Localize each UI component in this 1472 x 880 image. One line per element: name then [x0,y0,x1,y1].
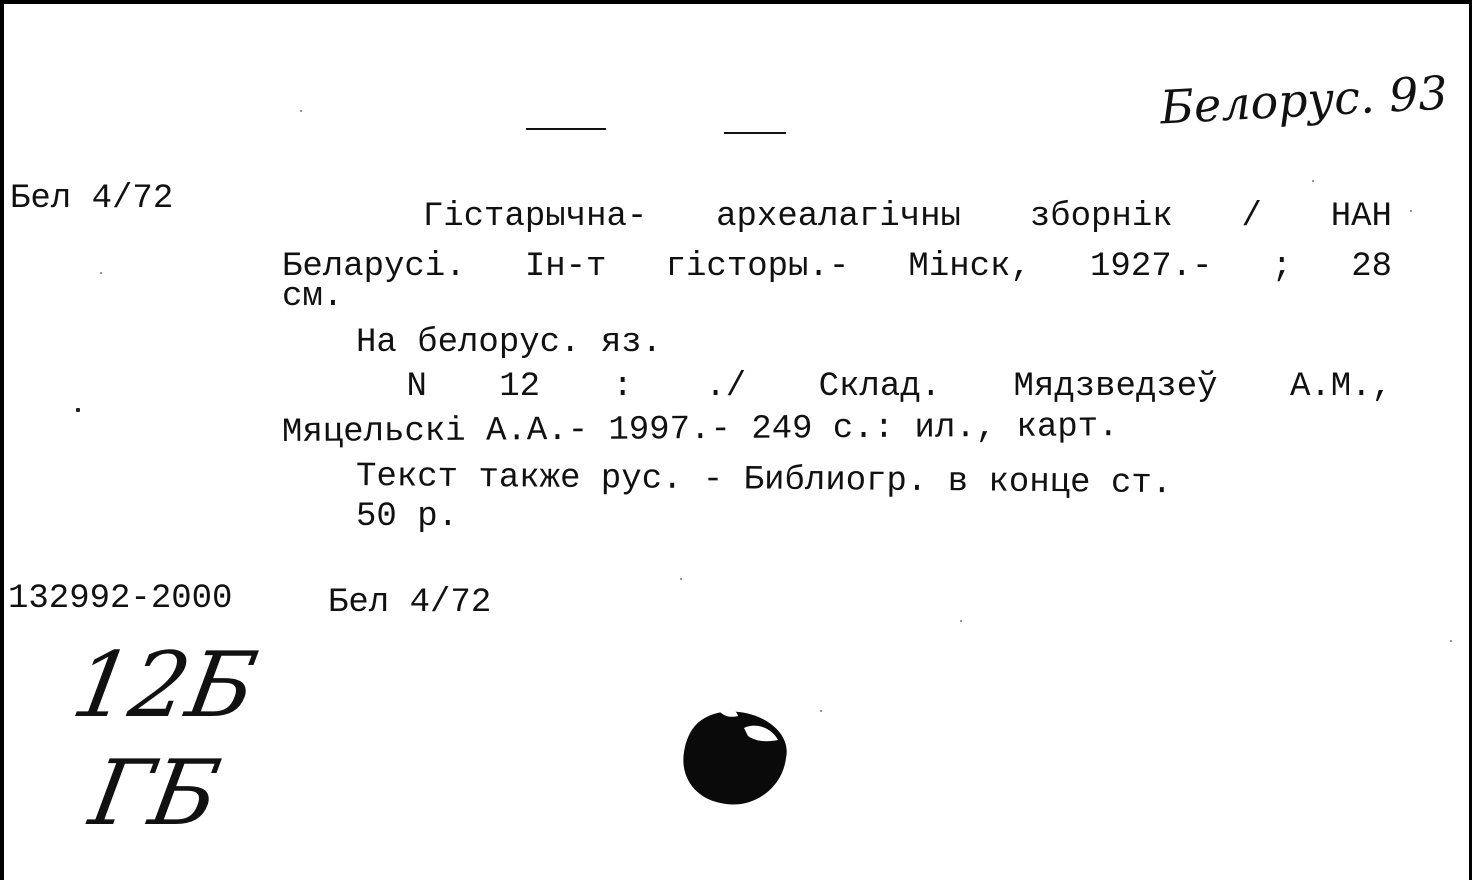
shelf-mark: Бел 4/72 [10,180,174,218]
issue-word: Мядзведзеў [1013,368,1218,406]
accession-shelf-mark: Бел 4/72 [328,584,492,622]
handwritten-fund-code: ГБ [82,741,228,846]
entry-word: зборнік [1029,198,1173,236]
handwritten-fund-mark: 12Б [64,633,265,738]
issue-word: : [612,368,633,406]
text-note: Текст также рус. - Библиогр. в конце ст. [355,458,1173,504]
card-top-border [0,0,1472,4]
handwritten-category-note: Белорус. 93 [1158,65,1449,135]
entry-line-3: см. [282,278,344,316]
issue-line-2: Мяцельскі А.А.- 1997.- 249 с.: ил., карт. [281,408,1119,452]
issue-word: 12 [499,368,541,406]
entry-word: археалагічны [716,198,961,236]
separator-dash-left [526,128,606,130]
issue-word: N [406,368,427,406]
issue-line-1 [282,368,1392,406]
entry-word: ; [1271,248,1293,286]
entry-word: 28 [1351,248,1392,286]
entry-line-1 [282,198,1392,236]
issue-word: Склад. [818,368,942,406]
accession-number: 132992-2000 [8,580,233,618]
entry-word: Гістарычна- [422,198,648,236]
entry-word: гісторы.- [665,248,850,286]
issue-word: ./ [705,368,747,406]
language-note: На белорус. яз. [356,324,663,362]
entry-word: Беларусі. [282,248,466,286]
issue-word: А.М., [1289,368,1392,406]
separator-dash-right [724,132,786,134]
entry-line-2 [282,248,1392,286]
entry-word: / [1241,198,1262,236]
entry-word: 1927.- [1090,248,1213,286]
entry-word: Ін-т [524,248,607,286]
entry-word: НАН [1330,198,1392,236]
entry-word: Мінск, [908,248,1031,286]
card-left-border [0,0,4,880]
price: 50 р. [356,498,459,536]
